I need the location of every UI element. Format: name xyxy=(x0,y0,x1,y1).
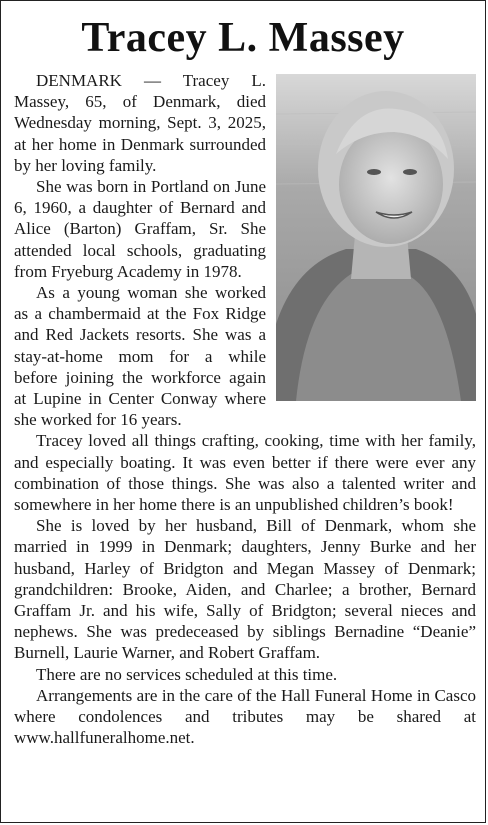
paragraph-7: Arrangements are in the care of the Hall Funeral Home in Casco where condolences and tributes may be shared at www.hallfuneralhome.net. xyxy=(14,685,476,748)
obituary-body xyxy=(14,70,476,749)
paragraph-6: There are no services scheduled at this time. xyxy=(36,664,338,684)
paragraph-2: She was born in Portland on June 6, 1960, a daughter of Bernard and Alice (Barton) Graffam, Sr. She attended local schools, graduating from Fryeburg Academy in 1978. xyxy=(14,177,266,281)
paragraph-5: She is loved by her husband, Bill of Denmark, whom she married in 1999 in Denmark; daughters, Jenny Burke and her husband, Harley of Bridgton and Megan Massey of Denmark; grandchildren: Brooke, Aiden, and Charlee; a brother, Bernard Graffam Jr. and his wife, Sally of Bridgton; several nieces and nephews. She was predeceased by siblings Bernadine “Deanie” Burnell, Laurie Warner, and Robert Graffam. xyxy=(14,516,476,663)
portrait-photo xyxy=(276,74,476,401)
obituary-title: Tracey L. Massey xyxy=(81,15,405,61)
paragraph-1: DENMARK — Tracey L. Massey, 65, of Denmark, died Wednesday morning, Sept. 3, 2025, at her home in Denmark surrounded by her loving family. xyxy=(14,71,266,175)
paragraph-3: As a young woman she worked as a chambermaid at the Fox Ridge and Red Jackets resorts. She was a stay-at-home mom for a while before joining the workforce again at Lupine in Center Conway where she worked for 16 years. xyxy=(14,283,266,430)
paragraph-4: Tracey loved all things crafting, cooking, time with her family, and especially boating. It was even better if there were ever any combination of those things. She was also a talented writer and somewhere in her home there is an unpublished children’s book! xyxy=(14,431,476,515)
portrait-image xyxy=(276,74,476,401)
